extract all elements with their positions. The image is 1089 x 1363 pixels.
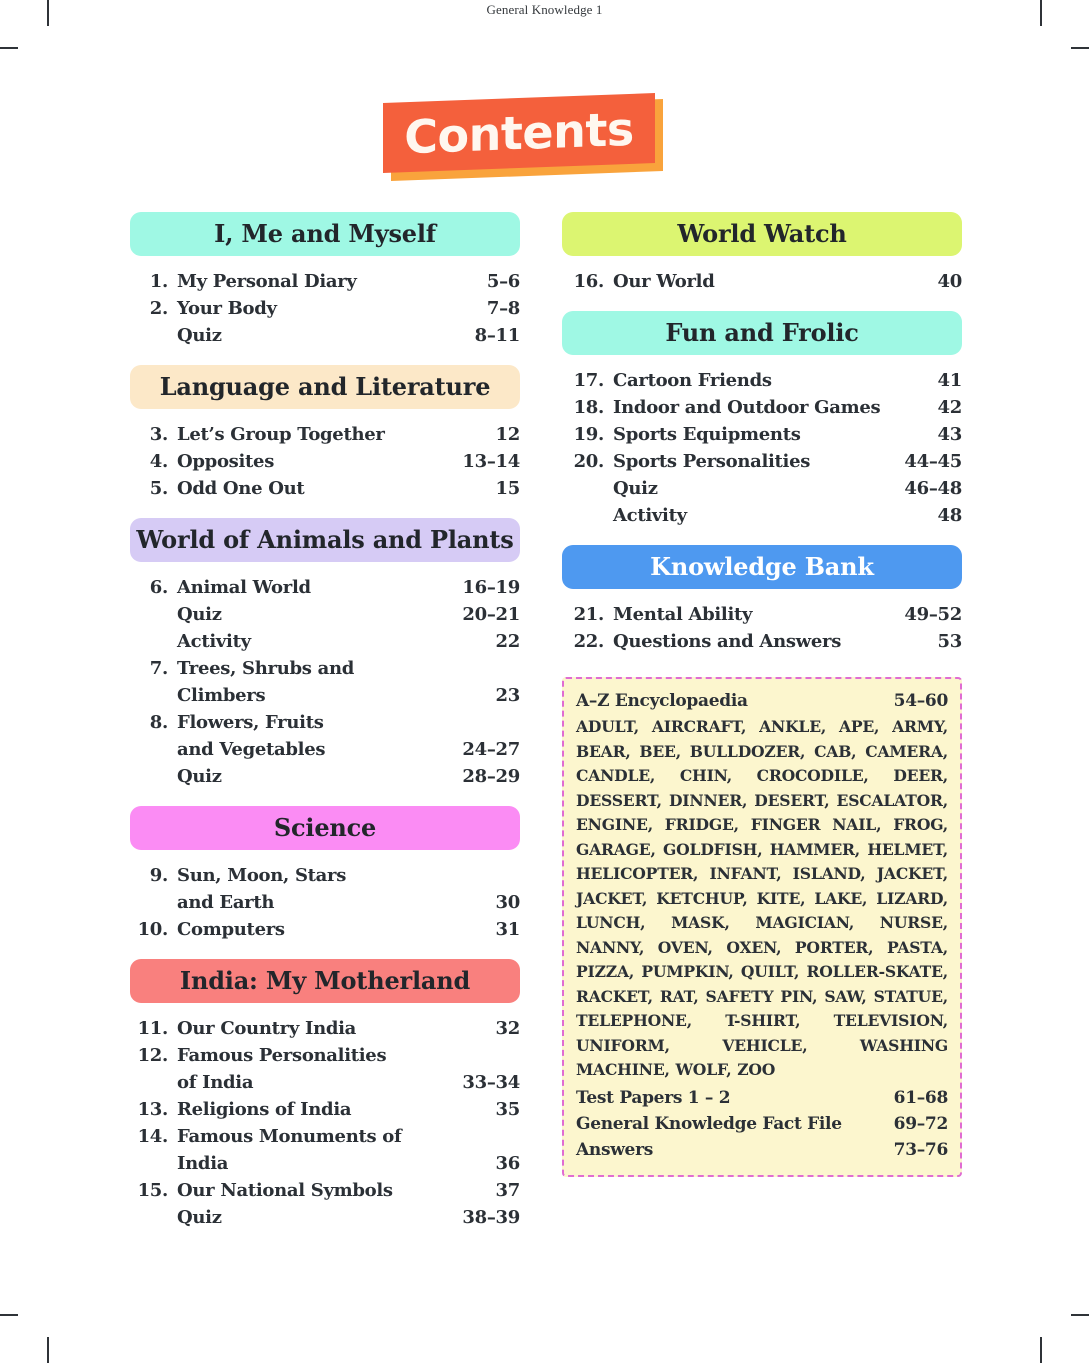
entry-page-number: 30: [495, 892, 520, 913]
contents-entry[interactable]: [130, 736, 520, 763]
entry-title: Sports Equipments: [613, 424, 801, 445]
entry-page-number: 44–45: [904, 451, 962, 472]
contents-entry[interactable]: [130, 1150, 520, 1177]
entry-page-number: 20–21: [462, 604, 520, 625]
entry-page-number: 40: [937, 271, 962, 292]
entry-page-number: 24–27: [462, 739, 520, 760]
entry-number: 12.: [137, 1045, 168, 1066]
entry-number: 16.: [573, 271, 604, 292]
entry-page-number: 37: [495, 1180, 520, 1201]
contents-entry[interactable]: [130, 889, 520, 916]
contents-entry[interactable]: [130, 1177, 520, 1204]
entry-title: Opposites: [177, 451, 275, 472]
entry-number: 5.: [149, 478, 168, 499]
crop-mark-bottom-left-vertical: [47, 1337, 49, 1363]
contents-section-india-my-motherland: [130, 959, 520, 1231]
entry-page-number: 13–14: [462, 451, 520, 472]
contents-entry[interactable]: [562, 268, 962, 295]
entry-page-number: 38–39: [462, 1207, 520, 1228]
contents-entry[interactable]: [130, 421, 520, 448]
contents-entry[interactable]: [130, 1123, 520, 1150]
entry-number: 22.: [573, 631, 604, 652]
contents-entry[interactable]: [130, 448, 520, 475]
entry-page-number: 43: [937, 424, 962, 445]
entry-page-number: 7–8: [486, 298, 520, 319]
entry-number: 1.: [149, 271, 168, 292]
section-header-language-and-literature: Language and Literature: [130, 365, 520, 409]
entry-title: Our Country India: [177, 1018, 357, 1039]
contents-entry[interactable]: [130, 1096, 520, 1123]
crop-mark-bottom-right-horizontal: [1071, 1314, 1089, 1316]
contents-left-column: [130, 212, 520, 1247]
entry-page-number: 12: [495, 424, 520, 445]
contents-section-science: [130, 806, 520, 943]
entry-number: 13.: [137, 1099, 168, 1120]
entry-title: Let’s Group Together: [177, 424, 385, 445]
crop-mark-bottom-left-horizontal: [0, 1314, 18, 1316]
section-header-world-watch: World Watch: [562, 212, 962, 256]
entry-title: Trees, Shrubs and: [177, 658, 355, 679]
encyclopaedia-heading-title: A–Z Encyclopaedia: [576, 691, 748, 711]
entry-number: 9.: [149, 865, 168, 886]
entry-title: Your Body: [177, 298, 277, 319]
encyclopaedia-footer-row[interactable]: [576, 1085, 948, 1111]
entry-number: 18.: [573, 397, 604, 418]
entry-number: 8.: [149, 712, 168, 733]
entry-title: Indoor and Outdoor Games: [613, 397, 881, 418]
entry-title: Flowers, Fruits: [177, 712, 324, 733]
contents-entry[interactable]: [130, 475, 520, 502]
entry-page-number: 49–52: [904, 604, 962, 625]
entry-title: Questions and Answers: [613, 631, 842, 652]
section-header-fun-and-frolic: Fun and Frolic: [562, 311, 962, 355]
contents-entry[interactable]: [130, 763, 520, 790]
contents-entry[interactable]: [562, 628, 962, 655]
contents-entry[interactable]: [562, 502, 962, 529]
entry-page-number: 28–29: [462, 766, 520, 787]
entry-page-number: 16–19: [462, 577, 520, 598]
crop-mark-top-right-horizontal: [1071, 47, 1089, 49]
entry-title: Sun, Moon, Stars: [177, 865, 347, 886]
entry-number: 6.: [149, 577, 168, 598]
entry-number: 3.: [149, 424, 168, 445]
contents-entry[interactable]: [130, 655, 520, 682]
entry-title: Quiz: [177, 766, 222, 787]
contents-entry-list: [130, 421, 520, 502]
entry-title: India: [177, 1153, 229, 1174]
encyclopaedia-footer-row-page-number: 69–72: [893, 1113, 948, 1134]
entry-number: 20.: [573, 451, 604, 472]
section-header-india-my-motherland: India: My Motherland: [130, 959, 520, 1003]
entry-page-number: 41: [937, 370, 962, 391]
entry-title: Religions of India: [177, 1099, 352, 1120]
contents-entry[interactable]: [130, 1069, 520, 1096]
contents-title-banner: [383, 98, 673, 184]
section-header-knowledge-bank: Knowledge Bank: [562, 545, 962, 589]
contents-entry[interactable]: [562, 601, 962, 628]
contents-entry[interactable]: [130, 322, 520, 349]
page-title: Contents: [404, 101, 634, 165]
contents-entry[interactable]: [130, 862, 520, 889]
contents-section-language-and-literature: [130, 365, 520, 502]
contents-section-i-me-and-myself: [130, 212, 520, 349]
entry-title: Cartoon Friends: [613, 370, 772, 391]
contents-entry[interactable]: [130, 682, 520, 709]
entry-title: Quiz: [613, 478, 658, 499]
entry-number: 7.: [149, 658, 168, 679]
entry-number: 17.: [573, 370, 604, 391]
encyclopaedia-footer-row[interactable]: [576, 1137, 948, 1163]
contents-entry[interactable]: [562, 394, 962, 421]
entry-title: Climbers: [177, 685, 266, 706]
contents-entry[interactable]: [562, 367, 962, 394]
entry-title: Odd One Out: [177, 478, 305, 499]
contents-entry[interactable]: [130, 574, 520, 601]
entry-number: 19.: [573, 424, 604, 445]
running-head: General Knowledge 1: [486, 2, 603, 17]
contents-entry-list: [562, 268, 962, 295]
entry-number: 15.: [137, 1180, 168, 1201]
entry-page-number: 53: [937, 631, 962, 652]
entry-title: Quiz: [177, 325, 222, 346]
contents-entry[interactable]: [130, 1042, 520, 1069]
entry-title: Activity: [177, 631, 251, 652]
entry-page-number: 33–34: [462, 1072, 520, 1093]
entry-title: Famous Personalities: [177, 1045, 387, 1066]
section-header-world-of-animals-and-plants: World of Animals and Plants: [130, 518, 520, 562]
entry-page-number: 22: [495, 631, 520, 652]
section-header-science: Science: [130, 806, 520, 850]
contents-entry-list: [130, 268, 520, 349]
entry-title: of India: [177, 1072, 254, 1093]
contents-entry[interactable]: [130, 268, 520, 295]
entry-page-number: 36: [495, 1153, 520, 1174]
encyclopaedia-word-list: ADULT, AIRCRAFT, ANKLE, APE, ARMY, BEAR, BEE, BULLDOZER, CAB, CAMERA, CANDLE, CHIN, CROCODILE, DEER, DESSERT, DINNER, DESERT, ESCALATOR, ENGINE, FRIDGE, FINGER NAIL, FROG, GARAGE, GOLDFISH, HAMMER, HELMET, HELICOPTER, INFANT, ISLAND, JACKET, JACKET, KETCHUP, KITE, LAKE, LIZARD, LUNCH, MASK, MAGICIAN, NURSE, NANNY, OVEN, OXEN, PORTER, PASTA, PIZZA, PUMPKIN, QUILT, ROLLER-SKATE, RACKET, RAT, SAFETY PIN, SAW, STATUE, TELEPHONE, T-SHIRT, TELEVISION, UNIFORM, VEHICLE, WASHING MACHINE, WOLF, ZOO: [576, 717, 948, 1079]
crop-mark-top-left-horizontal: [0, 47, 18, 49]
encyclopaedia-footer-row-title: Answers: [576, 1139, 653, 1160]
contents-entry[interactable]: [562, 475, 962, 502]
entry-title: Our World: [613, 271, 715, 292]
entry-title: Mental Ability: [613, 604, 753, 625]
entry-number: 14.: [137, 1126, 168, 1147]
contents-entry[interactable]: [130, 601, 520, 628]
entry-page-number: 23: [495, 685, 520, 706]
contents-entry[interactable]: [130, 709, 520, 736]
entry-title: Quiz: [177, 1207, 222, 1228]
contents-entry-list: [562, 601, 962, 655]
encyclopaedia-footer-row-page-number: 61–68: [893, 1087, 948, 1108]
entry-title: Activity: [613, 505, 687, 526]
section-header-i-me-and-myself: I, Me and Myself: [130, 212, 520, 256]
encyclopaedia-footer-row-title: Test Papers 1 – 2: [576, 1087, 731, 1108]
entry-title: Our National Symbols: [177, 1180, 393, 1201]
entry-page-number: 31: [495, 919, 520, 940]
entry-title: and Vegetables: [177, 739, 326, 760]
encyclopaedia-heading[interactable]: [576, 688, 948, 714]
entry-title: Quiz: [177, 604, 222, 625]
encyclopaedia-footer-row[interactable]: [576, 1111, 948, 1137]
entry-page-number: 8–11: [474, 325, 520, 346]
entry-page-number: 48: [937, 505, 962, 526]
entry-page-number: 42: [937, 397, 962, 418]
contents-section-fun-and-frolic: [562, 311, 962, 529]
contents-entry[interactable]: [562, 421, 962, 448]
contents-section-knowledge-bank: [562, 545, 962, 655]
contents-entry[interactable]: [130, 1204, 520, 1231]
contents-entry-list: [562, 367, 962, 529]
entry-number: 11.: [137, 1018, 168, 1039]
entry-page-number: 46–48: [904, 478, 962, 499]
entry-page-number: 5–6: [486, 271, 520, 292]
entry-title: Sports Personalities: [613, 451, 811, 472]
entry-number: 2.: [149, 298, 168, 319]
contents-entry-list: [130, 574, 520, 790]
contents-entry[interactable]: [130, 1015, 520, 1042]
entry-title: My Personal Diary: [177, 271, 357, 292]
contents-entry[interactable]: [562, 448, 962, 475]
entry-title: Famous Monuments of: [177, 1126, 402, 1147]
encyclopaedia-footer-row-title: General Knowledge Fact File: [576, 1113, 842, 1134]
entry-title: and Earth: [177, 892, 275, 913]
entry-number: 4.: [149, 451, 168, 472]
encyclopaedia-heading-page-number: 54–60: [893, 691, 948, 711]
entry-page-number: 32: [495, 1018, 520, 1039]
contents-entry-list: [130, 1015, 520, 1231]
encyclopaedia-footer-row-page-number: 73–76: [893, 1139, 948, 1160]
encyclopaedia-box: [562, 677, 962, 1177]
contents-entry[interactable]: [130, 916, 520, 943]
entry-number: 21.: [573, 604, 604, 625]
entry-page-number: 35: [495, 1099, 520, 1120]
contents-entry[interactable]: [130, 295, 520, 322]
entry-title: Computers: [177, 919, 285, 940]
contents-right-column: [562, 212, 962, 1177]
crop-mark-bottom-right-vertical: [1040, 1337, 1042, 1363]
contents-section-world-watch: [562, 212, 962, 295]
contents-section-world-of-animals-and-plants: [130, 518, 520, 790]
entry-page-number: 15: [495, 478, 520, 499]
contents-entry-list: [130, 862, 520, 943]
contents-entry[interactable]: [130, 628, 520, 655]
entry-title: Animal World: [177, 577, 311, 598]
entry-number: 10.: [137, 919, 168, 940]
